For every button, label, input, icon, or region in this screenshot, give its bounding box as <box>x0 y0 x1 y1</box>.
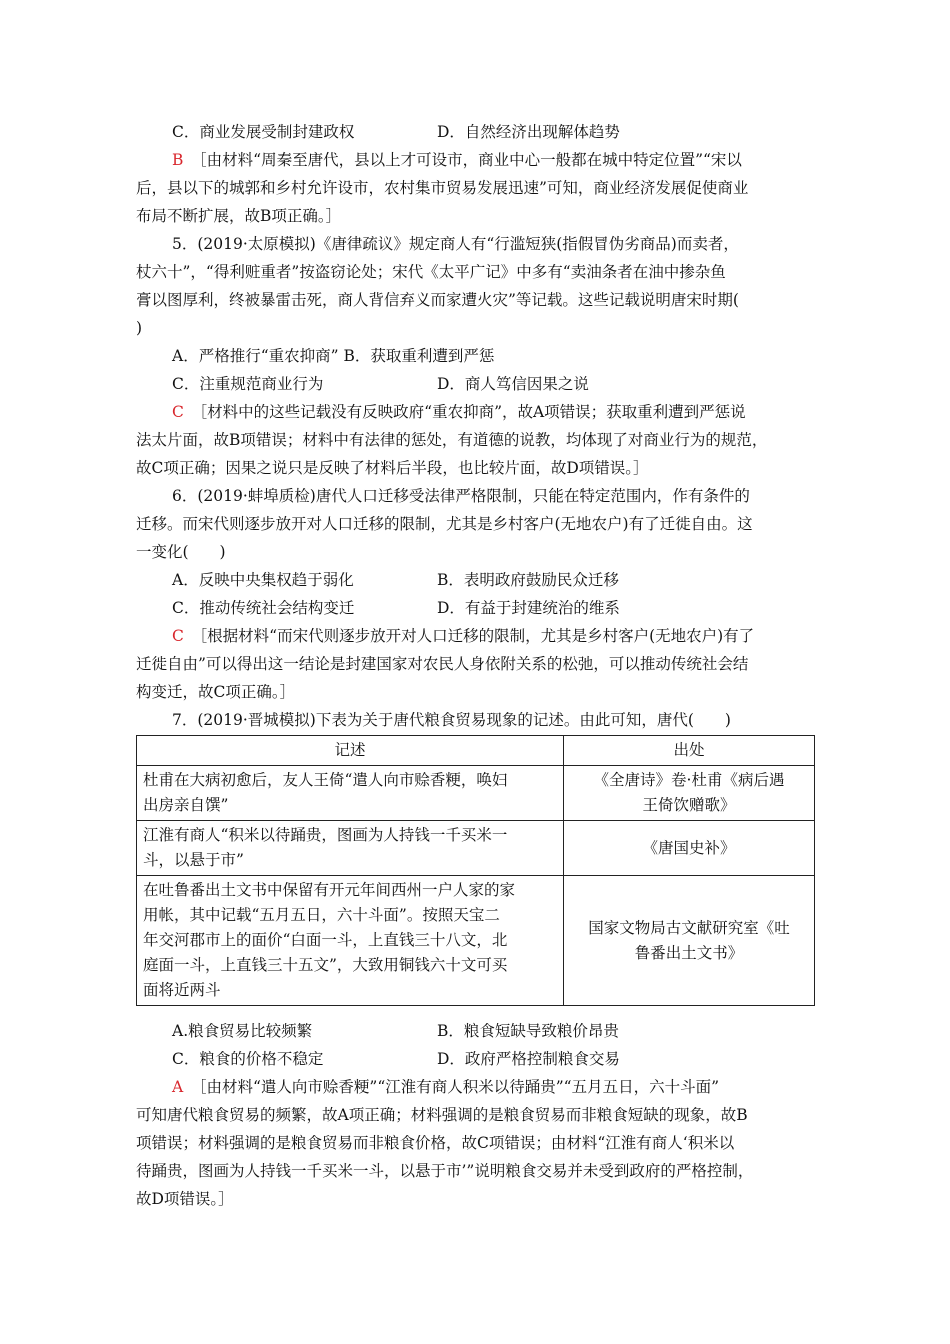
q6-stem-line-2: 迁移。而宋代则逐步放开对人口迁移的限制，尤其是乡村客户(无地农户)有了迁徙自由。这 <box>136 515 753 533</box>
q7-explanation-line-1: A ［由材料“遣人向市赊香粳”“江淮有商人积米以待踊贵”“五月五日，六十斗面” <box>172 1078 720 1096</box>
q7-explanation-line-2: 可知唐代粮食贸易的频繁，故A项正确；材料强调的是粮食贸易而非粮食短缺的现象，故B <box>136 1106 748 1124</box>
q5-option-c: C．注重规范商业行为 <box>172 375 324 393</box>
q6-answer-letter: C <box>172 627 184 645</box>
q5-stem-line-3: 膏以图厚利，终被暴雷击死，商人背信弃义而家遭火灾”等记载。这些记载说明唐宋时期( <box>136 291 739 309</box>
table-row <box>137 821 815 876</box>
table-cell-description: 在吐鲁番出土文书中保留有开元年间西州一户人家的家 用帐，其中记载“五月五日，六十斗面”。按照天宝二 年交河郡市上的面价“白面一斗，上直钱三十八文，北 庭面一斗，上直钱三十五文”，大致用铜钱六十文可买 面将近两斗 <box>137 876 564 1006</box>
table-cell-description: 杜甫在大病初愈后，友人王倚“遣人向市赊香粳，唤妇 出房亲自馔” <box>137 766 564 821</box>
q6-explanation-line-2: 迁徙自由”可以得出这一结论是封建国家对农民人身依附关系的松弛，可以推动传统社会结 <box>136 655 749 673</box>
q6-stem-line-3: 一变化( ) <box>136 543 226 561</box>
q6-stem-line-1: 6．(2019·蚌埠质检)唐代人口迁移受法律严格限制，只能在特定范围内，作有条件的 <box>172 487 750 505</box>
q5-stem-line-4: ) <box>136 319 143 337</box>
q5-stem-line-1: 5．(2019·太原模拟)《唐律疏议》规定商人有“行滥短狭(指假冒伪劣商品)而卖者， <box>172 235 739 253</box>
q6-explanation-line-1: C ［根据材料“而宋代则逐步放开对人口迁移的限制，尤其是乡村客户(无地农户)有了 <box>172 627 755 645</box>
table-row <box>137 766 815 821</box>
table-cell-source: 《全唐诗》卷·杜甫《病后遇 王倚饮赠歌》 <box>564 766 815 821</box>
q7-option-d: D．政府严格控制粮食交易 <box>437 1050 620 1068</box>
q5-option-a-b: A．严格推行“重农抑商” B．获取重利遭到严惩 <box>172 347 495 365</box>
q6-explanation-line-3: 构变迁，故C项正确。］ <box>136 683 296 701</box>
q7-source-table <box>136 735 815 1006</box>
q5-explanation-line-3: 故C项正确；因果之说只是反映了材料后半段，也比较片面，故D项错误。］ <box>136 459 649 477</box>
q6-option-b: B．表明政府鼓励民众迁移 <box>437 571 619 589</box>
table-header-row <box>137 736 815 766</box>
q5-option-d: D．商人笃信因果之说 <box>437 375 589 393</box>
table-header-source: 出处 <box>564 736 815 766</box>
q7-option-a: A.粮食贸易比较频繁 <box>172 1022 313 1040</box>
q4-explanation-line-2: 后，县以下的城郭和乡村允许设市，农村集市贸易发展迅速”可知，商业经济发展促使商业 <box>136 179 749 197</box>
q5-stem-line-2: 杖六十”，“得利赃重者”按盗窃论处；宋代《太平广记》中多有“卖油条者在油中掺杂鱼 <box>136 263 726 281</box>
table-cell-source: 《唐国史补》 <box>564 821 815 876</box>
q7-option-b: B．粮食短缺导致粮价昂贵 <box>437 1022 619 1040</box>
q5-explanation-line-1: C ［材料中的这些记载没有反映政府“重农抑商”，故A项错误；获取重利遭到严惩说 <box>172 403 746 421</box>
q6-option-c: C．推动传统社会结构变迁 <box>172 599 355 617</box>
q4-explanation-line-3: 布局不断扩展，故B项正确。］ <box>136 207 342 225</box>
q6-option-a: A．反映中央集权趋于弱化 <box>172 571 354 589</box>
q4-answer-letter: B <box>172 151 184 169</box>
q7-explanation-line-5: 故D项错误。］ <box>136 1190 234 1208</box>
table-cell-description: 江淮有商人“积米以待踊贵，图画为人持钱一千买米一 斗，以悬于市” <box>137 821 564 876</box>
q7-stem: 7．(2019·晋城模拟)下表为关于唐代粮食贸易现象的记述。由此可知，唐代( ) <box>172 711 731 729</box>
q7-explanation-line-3: 项错误；材料强调的是粮食贸易而非粮食价格，故C项错误；由材料“江淮有商人‘积米以 <box>136 1134 735 1152</box>
table-row <box>137 876 815 1006</box>
q7-option-c: C．粮食的价格不稳定 <box>172 1050 324 1068</box>
q5-answer-letter: C <box>172 403 184 421</box>
q6-option-d: D．有益于封建统治的维系 <box>437 599 620 617</box>
q4-explanation-line-1: B ［由材料“周秦至唐代，县以上才可设市，商业中心一般都在城中特定位置”“宋以 <box>172 151 742 169</box>
table-header-description: 记述 <box>137 736 564 766</box>
q7-explanation-line-4: 待踊贵，图画为人持钱一千买米一斗，以悬于市’”说明粮食交易并未受到政府的严格控制， <box>136 1162 754 1180</box>
q4-option-c: C．商业发展受制封建政权 <box>172 123 355 141</box>
q5-explanation-line-2: 法太片面，故B项错误；材料中有法律的惩处，有道德的说教，均体现了对商业行为的规范， <box>136 431 768 449</box>
q4-option-d: D．自然经济出现解体趋势 <box>437 123 620 141</box>
table-cell-source: 国家文物局古文献研究室《吐 鲁番出土文书》 <box>564 876 815 1006</box>
q7-answer-letter: A <box>172 1078 184 1096</box>
